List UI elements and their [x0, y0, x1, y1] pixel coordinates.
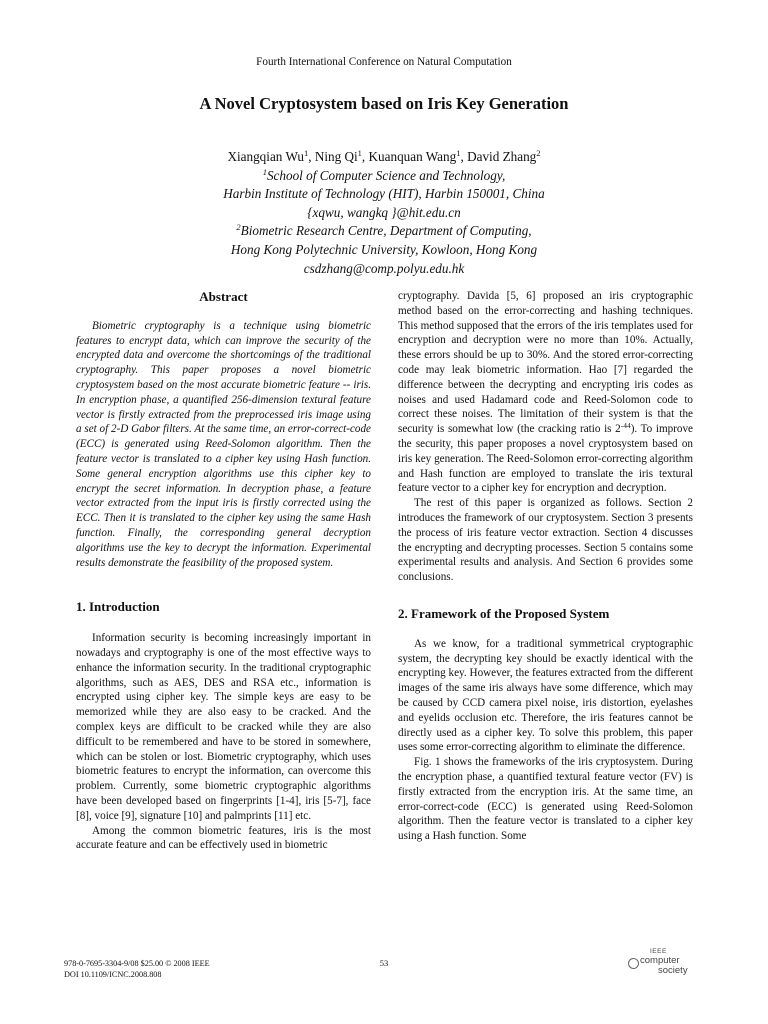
framework-paragraph-1: As we know, for a traditional symmetrical cryptographic system, the decrypting key should be exactly identical with the encrypting key. However, the features extracted from the different images of the same iris always have some difference, which may be caused by CCD camera pixel noise, iris distortion, eyelashes and eyelids occlusion etc. Therefore, the iris features cannot be directly used as a cipher key. To solve this problem, this paper uses some error-correcting algorithm to eliminate the difference.: [398, 637, 693, 754]
page-number: 53: [379, 958, 389, 968]
footer-doi: DOI 10.1109/ICNC.2008.808: [64, 970, 162, 979]
abstract-heading: Abstract: [199, 289, 248, 304]
right-column: [398, 289, 693, 844]
author-name: Xiangqian Wu: [227, 149, 304, 164]
introduction-heading: 1. Introduction: [76, 599, 160, 615]
author-block: [0, 148, 768, 278]
paper-title: A Novel Cryptosystem based on Iris Key Generation: [199, 94, 569, 113]
right-paragraph-1: cryptography. Davida [5, 6] proposed an iris cryptographic method based on the error-correcting and hashing techniques. This method supposed that the errors of the iris templates used for encryption and decryption were no more than 10%. Actually, these errors should be up to 30%. And the stored error-correcting code may leak biometric information. Hao [7] regarded the difference between the decrypting and encrypting iris codes as noises and used Hadamard code and Reed-Solomon code to correct these noises. The limitation of their system is that the security is somewhat low (the cracking ratio is $2^{-44}$). To improve the security, this paper proposes a novel cryptosystem based on iris key generation. The Reed-Solomon error-correcting algorithm and Hash function are employed to translate the iris textural feature vector to a cipher key for encryption and decryption.: [398, 290, 693, 495]
abstract-text: Biometric cryptography is a technique using biometric features to encrypt data, which can improve the security of the encrypted data and overcome the shortcomings of the traditional cryptography. This paper proposes a novel biometric cryptosystem based on the most accurate biometric feature -- iris. In encryption phase, a quantified 256-dimension textural feature vector is firstly extracted from the preprocessed iris image using a set of 2-D Gabor filters. At the same time, an error-correct-code (ECC) is generated using Reed-Solomon algorithm. Then the feature vector is translated to a cipher key using Hash function. Some general encryption algorithms use this cipher key to encrypt the secret information. In decryption phase, a feature vector extracted from the input iris is firstly corrected using the ECC. Then it is translated to the cipher key using the same Hash function. Finally, the corresponding general decryption algorithms use the key to decrypt the information. Experimental results demonstrate the feasibility of the proposed system.: [76, 319, 371, 569]
framework-heading: 2. Framework of the Proposed System: [398, 605, 610, 621]
left-column: [76, 290, 371, 853]
framework-paragraph-2: Fig. 1 shows the frameworks of the iris cryptosystem. During the encryption phase, a quantified textural feature vector (FV) is firstly extracted from the encryption iris. At the same time, an error-correct-code (ECC) is generated using Reed-Solomon algorithm. Then the feature vector is translated to a cipher key using a Hash function. Some: [398, 756, 693, 843]
right-paragraph-2: The rest of this paper is organized as follows. Section 2 introduces the framework of our cryptosystem. Section 3 presents the process of iris feature vector extraction. Section 4 discusses the encrypting and decrypting processes. Section 5 contains some experimental results and analysis. And Section 6 provides some conclusions.: [398, 497, 693, 584]
author-name: Ning Qi: [314, 149, 358, 164]
affiliation-1-address: Harbin Institute of Technology (HIT), Harbin 150001, China: [223, 186, 545, 202]
abstract-section: [76, 290, 371, 570]
author-list: Xiangqian Wu$^1$, Ning Qi$^1$, Kuanquan Wang$^1$, David Zhang$^2$: [227, 148, 541, 164]
footer-isbn: 978-0-7695-3304-9/08 $25.00 © 2008 IEEE: [64, 959, 210, 968]
intro-paragraph-1: Information security is becoming increasingly important in nowadays and cryptography is one of the most effective ways to enhance the information security. In the traditional cryptographic algorithms, such as AES, DES and RSA etc., information is encrypted using cipher key. The simple keys are easy to be memorized while they are also easy to be cracked. And the complex keys are difficult to be cracked while they are also difficult to be remembered and have to be stored in somewhere, which can be stolen or lost. Biometric cryptography, which uses biometric features to encrypt the information, can overcome this problem. Currently, some biometric cryptographic algorithms have been developed based on fingerprints [1-4], iris [5-7], face [8], voice [9], signature [10] and palmprints [11] etc.: [76, 632, 371, 822]
affiliation-2-email: csdzhang@comp.polyu.edu.hk: [303, 260, 465, 276]
author-name: Kuanquan Wang: [368, 149, 457, 164]
affiliation-2-address: Hong Kong Polytechnic University, Kowloon, Hong Kong: [230, 241, 538, 257]
author-name: David Zhang: [467, 149, 537, 164]
globe-icon: [628, 958, 639, 969]
affiliation-1-email: {xqwu, wangkq }@hit.edu.cn: [307, 204, 461, 220]
affiliation-2: $^2$Biometric Research Centre, Department of Computing,: [236, 222, 532, 239]
conference-header: Fourth International Conference on Natural Computation: [256, 56, 512, 68]
intro-paragraph-2: Among the common biometric features, iris is the most accurate feature and can be effectively used in biometric: [76, 824, 371, 852]
affiliation-1: $^1$School of Computer Science and Technology,: [262, 166, 506, 183]
